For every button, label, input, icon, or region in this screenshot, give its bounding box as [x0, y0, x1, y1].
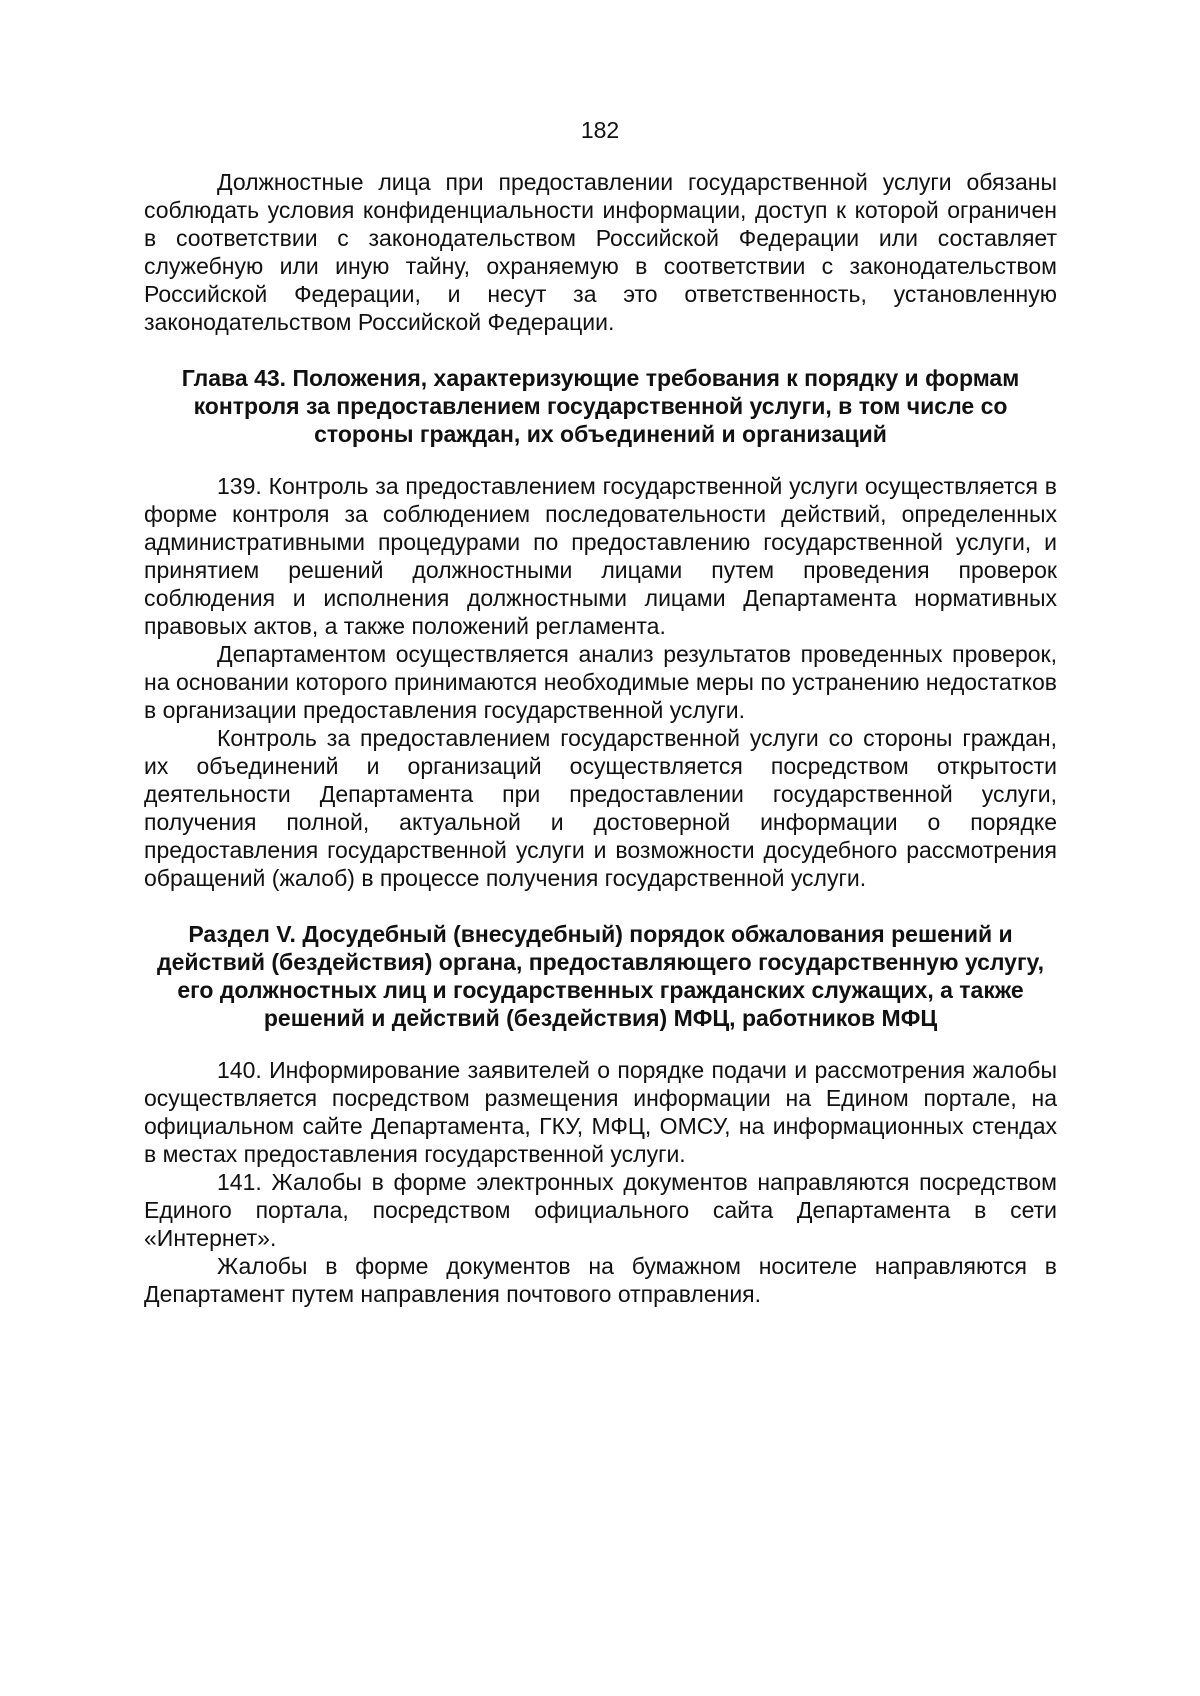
paragraph-139: 139. Контроль за предоставлением государственной услуги осуществляется в форме контроля за соблюдением последовательности действий, определенных административными процедурами по предоставлению государственной услуги, и принятием решений должностными лицами путем проведения проверок соблюдения и исполнения должностными лицами Департамента нормативных правовых актов, а также положений регламента.: [144, 473, 1057, 639]
chapter-43-heading: Глава 43. Положения, характеризующие требования к порядку и формам контроля за предоставлением государственной услуги, в том числе со стороны граждан, их объединений и организаций: [181, 365, 1020, 447]
intro-paragraph: Должностные лица при предоставлении государственной услуги обязаны соблюдать условия конфиденциальности информации, доступ к которой ограничен в соответствии с законодательством Российской Федерации или составляет служебную или иную тайну, охраняемую в соответствии с законодательством Российской Федерации, и несут за это ответственность, установленную законодательством Российской Федерации.: [144, 169, 1057, 335]
page-number: 182: [580, 117, 620, 143]
section-5-heading: Раздел V. Досудебный (внесудебный) порядок обжалования решений и действий (бездействия) органа, предоставляющего государственную услугу, его должностных лиц и государственных гражданских служащих, а также решений и действий (бездействия) МФЦ, работников МФЦ: [156, 921, 1044, 1031]
paragraph-analysis: Департаментом осуществляется анализ результатов проведенных проверок, на основании которого принимаются необходимые меры по устранению недостатков в организации предоставления государственной услуги.: [144, 641, 1057, 723]
paragraph-paper-complaints: Жалобы в форме документов на бумажном носителе направляются в Департамент путем направления почтового отправления.: [144, 1253, 1057, 1307]
paragraph-141: 141. Жалобы в форме электронных документов направляются посредством Единого портала, посредством официального сайта Департамента в сети «Интернет».: [144, 1169, 1057, 1251]
document-body: [144, 168, 1057, 1308]
paragraph-140: 140. Информирование заявителей о порядке подачи и рассмотрения жалобы осуществляется посредством размещения информации на Едином портале, на официальном сайте Департамента, ГКУ, МФЦ, ОМСУ, на информационных стендах в местах предоставления государственной услуги.: [144, 1057, 1057, 1167]
paragraph-public-control: Контроль за предоставлением государственной услуги со стороны граждан, их объединений и организаций осуществляется посредством открытости деятельности Департамента при предоставлении государственной услуги, получения полной, актуальной и достоверной информации о порядке предоставления государственной услуги и возможности досудебного рассмотрения обращений (жалоб) в процессе получения государственной услуги.: [144, 725, 1057, 891]
